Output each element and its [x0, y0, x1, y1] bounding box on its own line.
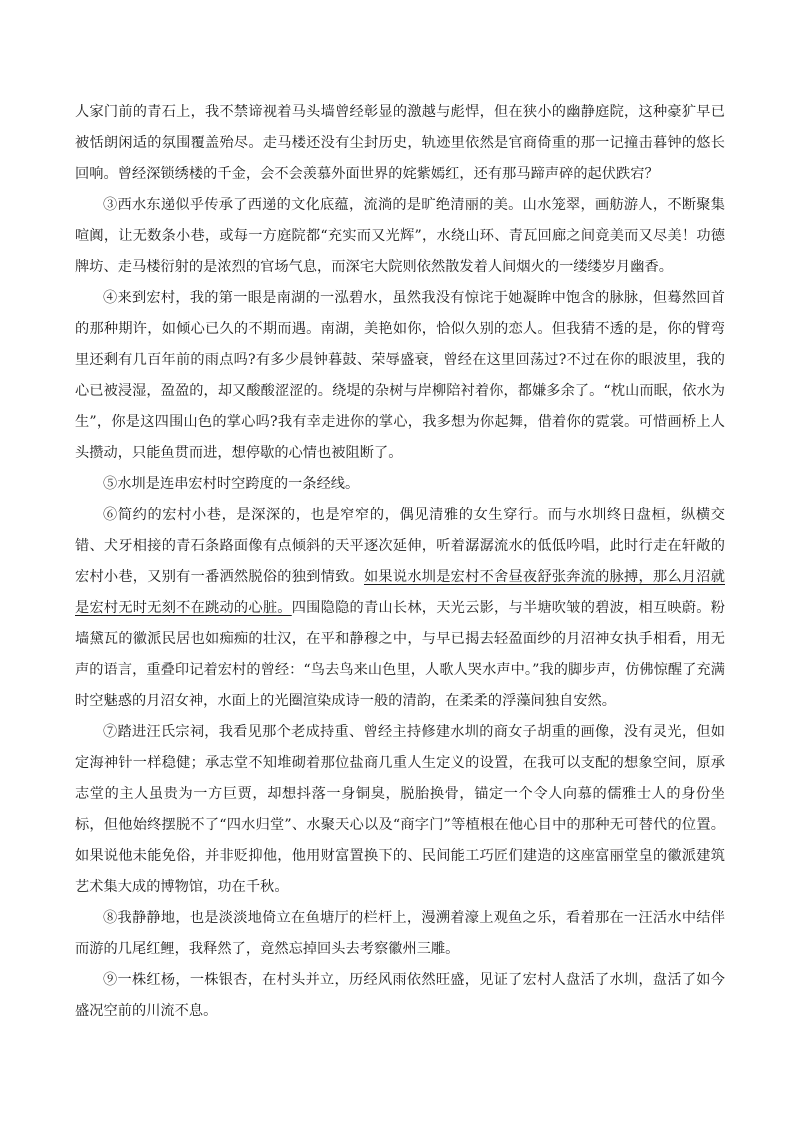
paragraph-p5: [75, 469, 725, 500]
paragraph-text: ③西水东递似乎传承了西递的文化底蕴，流淌的是旷绝清丽的美。山水笼翠，画舫游人，不断聚集喧阗，让无数条小巷，或每一方庭院都“充实而又光辉”，水绕山环、青瓦回廊之间竟美而又尽美！功德牌坊、走马楼衍射的是浓烈的官场气息，而深宅大院则依然散发着人间烟火的一缕缕岁月幽香。: [75, 197, 725, 275]
paragraph-text: ⑥简约的宏村小巷，是深深的，也是窄窄的，偶见清雅的女生穿行。而与水圳终日盘桓，纵横交错、犬牙相接的青石条路面像有点倾斜的天平逐次延伸，听着潺潺流水的低低吟唱，此时行走在轩敞的宏村小巷，又别有一番洒然脱俗的独到情致。: [75, 507, 725, 585]
paragraph-p9: [75, 965, 725, 1027]
paragraph-p4: [75, 283, 725, 469]
paragraph-p7: [75, 717, 725, 903]
document-body: [75, 97, 725, 1027]
paragraph-text: ④来到宏村，我的第一眼是南湖的一泓碧水，虽然我没有惊诧于她凝眸中饱含的脉脉，但蓦然回首的那种期许，如倾心已久的不期而遇。南湖，美艳如你，恰似久别的恋人。但我猜不透的是，你的臂弯里还剩有几百年前的雨点吗?有多少晨钟暮鼓、荣辱盛衰，曾经在这里回荡过?不过在你的眼波里，我的心已被浸湿，盈盈的，却又酸酸涩涩的。绕堤的杂树与岸柳陪衬着你，都嫌多余了。“枕山而眠，依水为生”，你是这四围山色的掌心吗?我有幸走进你的掌心，我多想为你起舞，借着你的霓裳。可惜画桥上人头攒动，只能鱼贯而进，想停歇的心情也被阻断了。: [75, 290, 725, 461]
underlined-sentence: 如果说水圳是宏村不舍昼夜舒张奔流的脉搏，那么月沼就是宏村无时无刻不在跳动的心脏。: [75, 569, 725, 616]
paragraph-text: 人家门前的青石上，我不禁谛视着马头墙曾经彰显的激越与彪悍，但在狭小的幽静庭院，这种豪犷早已被恬朗闲适的氛围覆盖殆尽。走马楼还没有尘封历史，轨迹里依然是官商倚重的那一记撞击暮钟的悠长回响。曾经深锁绣楼的千金，会不会羡慕外面世界的姹紫嫣红，还有那马蹄声碎的起伏跌宕？: [75, 104, 725, 182]
paragraph-p3: [75, 190, 725, 283]
paragraph-p6: [75, 500, 725, 717]
paragraph-p-cont: [75, 97, 725, 190]
paragraph-text: ⑤水圳是连串宏村时空跨度的一条经线。: [103, 476, 360, 492]
paragraph-text: ⑦踏进汪氏宗祠，我看见那个老成持重、曾经主持修建水圳的商女子胡重的画像，没有灵光，但如定海神针一样稳健；承志堂不知堆砌着那位盐商几重人生定义的设置，在我可以支配的想象空间，原承志堂的主人虽贵为一方巨贾，却想抖落一身铜臭，脱胎换骨，锚定一个令人向慕的儒雅士人的身份坐标，但他始终摆脱不了“四水归堂”、水聚天心以及“商字门”等植根在他心目中的那种无可替代的位置。如果说他未能免俗，并非贬抑他，他用财富置换下的、民间能工巧匠们建造的这座富丽堂皇的徽派建筑艺术集大成的博物馆，功在千秋。: [75, 724, 725, 895]
paragraph-text: 四围隐隐的青山长林，天光云影，与半塘吹皱的碧波，相互映蔚。粉墙黛瓦的徽派民居也如痴痴的壮汉，在平和静穆之中，与早已揭去轻盈面纱的月沼神女执手相看，用无声的语言，重叠印记着宏村的曾经：“鸟去鸟来山色里，人歌人哭水声中。”我的脚步声，仿佛惊醒了充满时空魅惑的月沼女神，水面上的光圈渲染成诗一般的清韵，在柔柔的浮藻间独自安然。: [75, 600, 725, 709]
paragraph-p8: [75, 903, 725, 965]
paragraph-text: ⑨一株红杨，一株银杏，在村头并立，历经风雨依然旺盛，见证了宏村人盘活了水圳，盘活了如今盛况空前的川流不息。: [75, 972, 725, 1019]
paragraph-text: ⑧我静静地，也是淡淡地倚立在鱼塘厅的栏杆上，漫溯着濠上观鱼之乐，看着那在一汪活水中结伴而游的几尾红鲤，我释然了，竟然忘掉回头去考察徽州三雕。: [75, 910, 725, 957]
